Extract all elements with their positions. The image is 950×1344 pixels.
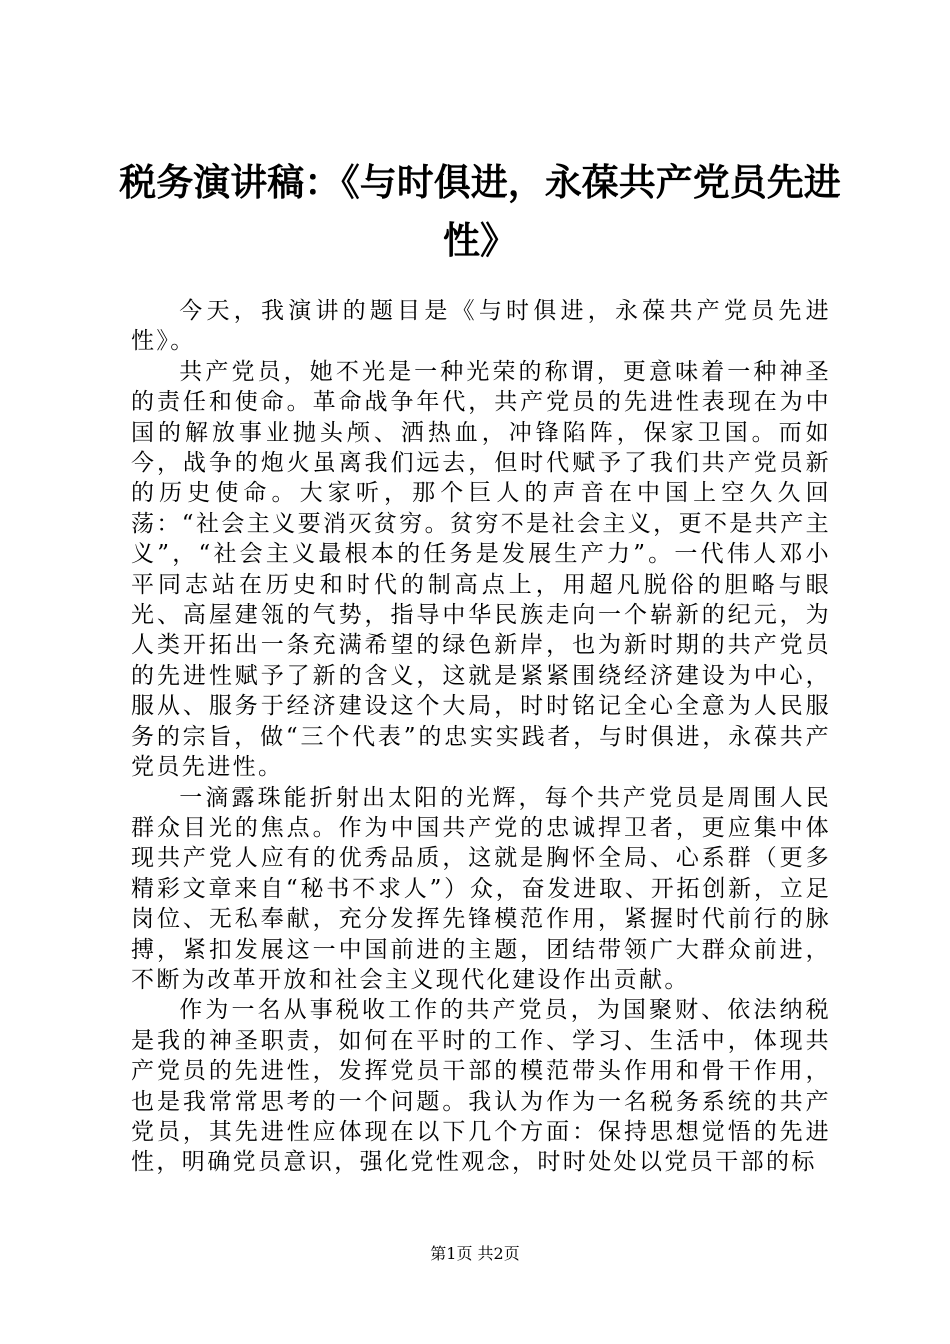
page-footer: 第1页 共2页 (430, 1244, 520, 1263)
paragraph: 共产党员，她不光是一种光荣的称谓，更意味着一种神圣的责任和使命。革命战争年代，共产党员的先进性表现在为中国的解放事业抛头颅、洒热血，冲锋陷阵，保家卫国。而如今，战争的炮火虽离我们远去，但时代赋予了我们共产党员新的历史使命。大家听，那个巨人的声音在中国上空久久回荡：“社会主义要消灭贫穷。贫穷不是社会主义，更不是共产主义”，“社会主义最根本的任务是发展生产力”。一代伟人邓小平同志站在历史和时代的制高点上，用超凡脱俗的胆略与眼光、高屋建瓴的气势，指导中华民族走向一个崭新的纪元，为人类开拓出一条充满希望的绿色新岸，也为新时期的共产党员的先进性赋予了新的含义，这就是紧紧围绕经济建设为中心，服从、服务于经济建设这个大局，时时铭记全心全意为人民服务的宗旨，做“三个代表”的忠实实践者，与时俱进，永葆共产党员先进性。 (131, 358, 831, 781)
paragraph: 作为一名从事税收工作的共产党员，为国聚财、依法纳税是我的神圣职责，如何在平时的工作、学习、生活中，体现共产党员的先进性，发挥党员干部的模范带头作用和骨干作用，也是我常常思考的一个问题。我认为作为一名税务系统的共产党员，其先进性应体现在以下几个方面：保持思想觉悟的先进性，明确党员意识，强化党性观念，时时处处以党员干部的标 (131, 997, 831, 1176)
paragraph: 一滴露珠能折射出太阳的光辉，每个共产党员是周围人民群众目光的焦点。作为中国共产党的忠诚捍卫者，更应集中体现共产党人应有的优秀品质，这就是胸怀全局、心系群（更多精彩文章来自“秘书不求人”）众，奋发进取、开拓创新，立足岗位、无私奉献，充分发挥先锋模范作用，紧握时代前行的脉搏，紧扣发展这一中国前进的主题，团结带领广大群众前进，不断为改革开放和社会主义现代化建设作出贡献。 (131, 784, 831, 993)
document-body (131, 296, 831, 1178)
paragraph: 今天，我演讲的题目是《与时俱进，永葆共产党员先进性》。 (131, 298, 831, 355)
document-title: 税务演讲稿：《与时俱进，永葆共产党员先进性》 (119, 160, 841, 262)
